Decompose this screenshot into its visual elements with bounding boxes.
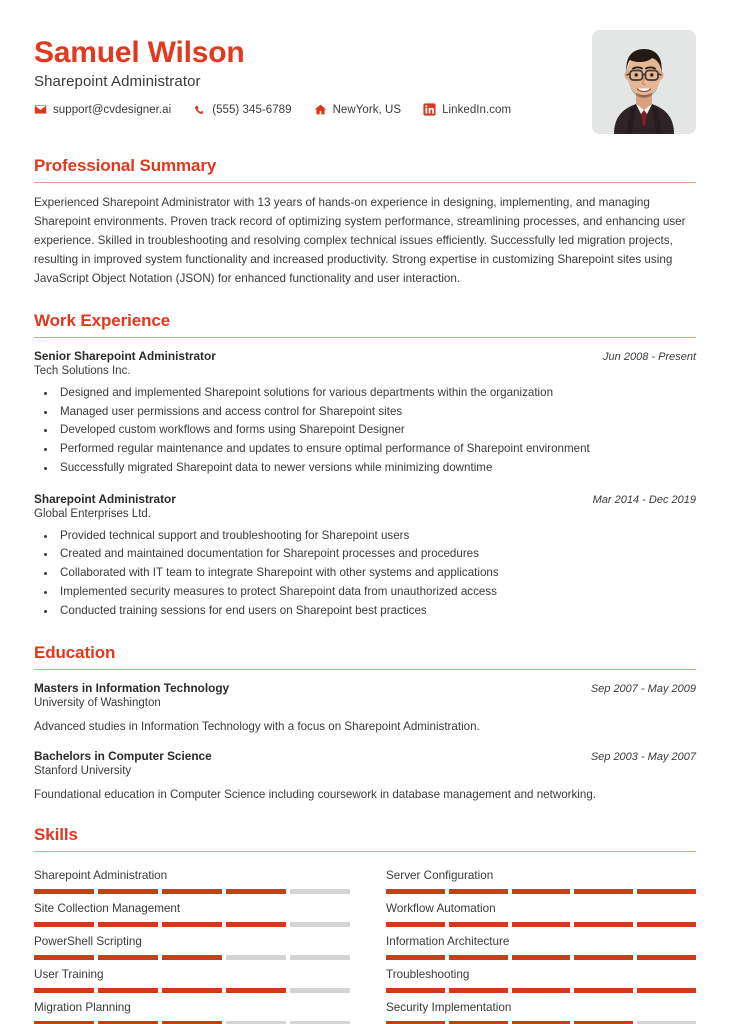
phone-icon [193, 103, 206, 116]
education-description: Advanced studies in Information Technology with a focus on Sharepoint Administration. [34, 719, 480, 733]
list-item: • Created and maintained documentation for Sharepoint processes and procedures [56, 545, 696, 564]
contact-location-text: NewYork, US [332, 103, 402, 116]
header-identity [34, 30, 511, 116]
work-bullets [34, 527, 696, 621]
linkedin-icon [423, 103, 436, 116]
contact-location[interactable] [314, 103, 402, 116]
section-skills [34, 825, 696, 1024]
skill-label: Information Architecture [386, 935, 510, 949]
education-school: University of Washington [34, 696, 161, 709]
skill-label: Workflow Automation [386, 902, 496, 916]
education-entry [34, 749, 696, 803]
section-education [34, 643, 696, 804]
skill-item [34, 894, 350, 927]
skill-label: Sharepoint Administration [34, 869, 168, 883]
home-icon [314, 103, 327, 116]
skill-item [386, 861, 696, 894]
section-divider [34, 182, 696, 183]
skill-item [386, 993, 696, 1024]
education-school: Stanford University [34, 764, 132, 777]
section-title-summary: Professional Summary [34, 156, 217, 175]
list-item: • Implemented security measures to protect Sharepoint data from unauthorized access [56, 583, 696, 602]
list-item: • Managed user permissions and access control for Sharepoint sites [56, 403, 696, 422]
section-professional-summary [34, 156, 696, 289]
skill-item [34, 861, 350, 894]
work-company: Tech Solutions Inc. [34, 364, 131, 377]
section-title-work: Work Experience [34, 310, 171, 330]
skill-label: User Training [34, 968, 104, 982]
work-position: Senior Sharepoint Administrator [34, 348, 216, 363]
skill-item [34, 960, 350, 993]
education-date: Sep 2003 - May 2007 [590, 750, 696, 763]
contact-email[interactable] [34, 103, 171, 116]
skill-item [34, 927, 350, 960]
avatar [592, 30, 696, 134]
education-date: Sep 2007 - May 2009 [590, 682, 696, 695]
section-work-experience [34, 311, 696, 621]
list-item: • Performed regular maintenance and updates to ensure optimal performance of Sharepoint environment [56, 440, 696, 459]
candidate-job-title: Sharepoint Administrator [34, 73, 201, 90]
section-divider [34, 337, 696, 338]
work-date: Jun 2008 - Present [603, 350, 696, 363]
skill-item [34, 993, 350, 1024]
education-degree: Masters in Information Technology [34, 680, 230, 695]
contact-linkedin[interactable] [423, 103, 511, 116]
skill-label: Site Collection Management [34, 902, 181, 916]
section-divider [34, 851, 696, 852]
work-position: Sharepoint Administrator [34, 491, 176, 506]
skill-item [386, 927, 696, 960]
section-title-skills: Skills [34, 825, 78, 845]
skill-label: PowerShell Scripting [34, 935, 142, 949]
skill-item [386, 960, 696, 993]
work-bullets [34, 384, 696, 478]
list-item: • Provided technical support and troubleshooting for Sharepoint users [56, 527, 696, 546]
list-item: • Successfully migrated Sharepoint data to newer versions while minimizing downtime [56, 459, 696, 478]
email-icon [34, 103, 47, 116]
work-entry [34, 349, 696, 478]
contact-email-text: support@cvdesigner.ai [53, 103, 172, 116]
education-entry [34, 681, 696, 735]
contact-phone[interactable] [193, 103, 291, 116]
education-description: Foundational education in Computer Science including coursework in database management and networking. [34, 787, 596, 801]
section-title-education: Education [34, 642, 116, 662]
skills-grid [34, 861, 696, 1024]
profile-photo [592, 30, 696, 134]
work-entry [34, 492, 696, 621]
list-item: • Conducted training sessions for end users on Sharepoint best practices [56, 602, 696, 621]
skill-label: Troubleshooting [386, 968, 470, 982]
work-company: Global Enterprises Ltd. [34, 507, 151, 520]
section-divider [34, 669, 696, 670]
skill-item [386, 894, 696, 927]
education-degree: Bachelors in Computer Science [34, 748, 212, 763]
skill-label: Server Configuration [386, 869, 494, 883]
summary-text: Experienced Sharepoint Administrator with 13 years of hands-on experience in designing, implementing, and managing Sharepoint environments. Proven track record of optimizing system performance, streamlining processes, and enhancing user experience. Skilled in troubleshooting and resolving complex technical issues efficiently. Successfully led migration projects, resulting in improved system functionality and increased productivity. Strong expertise in customizing Sharepoint sites using JavaScript Object Notation (JSON) for enhanced functionality and user interaction. [34, 196, 686, 285]
skill-label: Security Implementation [386, 1001, 512, 1015]
list-item: • Designed and implemented Sharepoint solutions for various departments within the organization [56, 384, 696, 403]
work-date: Mar 2014 - Dec 2019 [592, 493, 696, 506]
candidate-name: Samuel Wilson [34, 36, 245, 69]
resume-header [34, 30, 696, 134]
list-item: • Collaborated with IT team to integrate Sharepoint with other systems and applications [56, 564, 696, 583]
contact-list [34, 103, 511, 116]
contact-linkedin-text: LinkedIn.com [442, 103, 512, 116]
list-item: • Developed custom workflows and forms using Sharepoint Designer [56, 421, 696, 440]
contact-phone-text: (555) 345-6789 [212, 103, 292, 116]
skill-label: Migration Planning [34, 1001, 131, 1015]
